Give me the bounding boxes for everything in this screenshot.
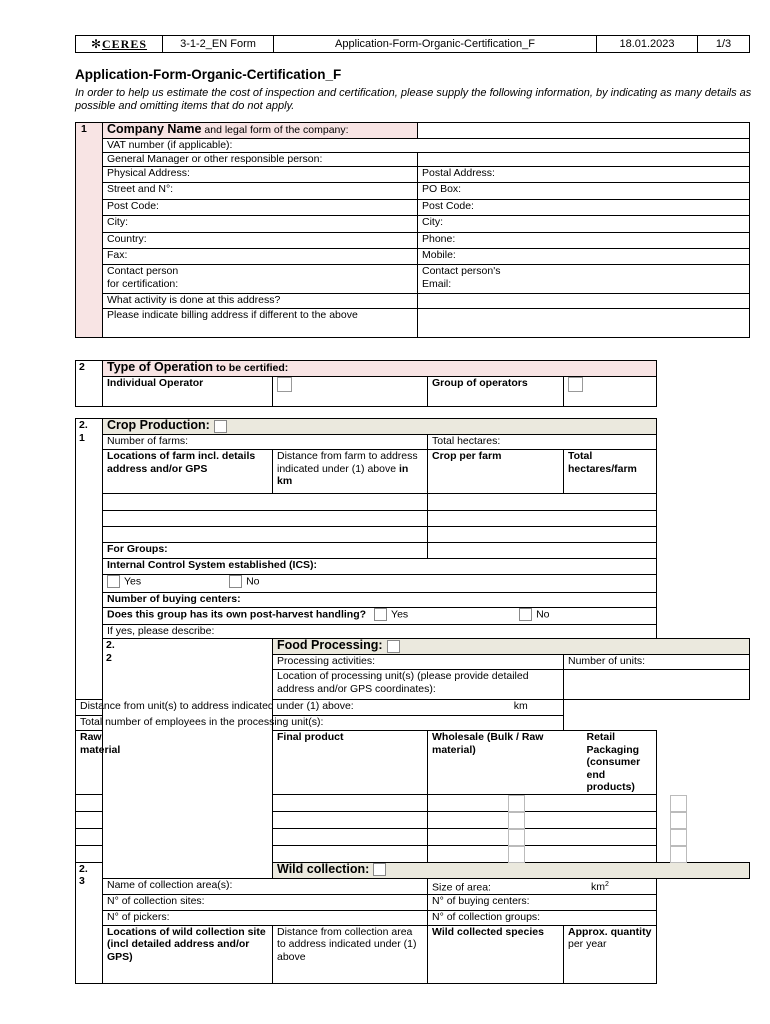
activity-field[interactable]: [418, 294, 750, 309]
wholesale-checkbox[interactable]: [508, 829, 525, 846]
form-name: Application-Form-Organic-Certification_F: [274, 36, 597, 53]
wholesale-checkbox[interactable]: [508, 795, 525, 812]
section-1-company: [75, 122, 750, 338]
country-label: Country:: [103, 233, 418, 249]
crop-production-heading: Crop Production:: [103, 419, 657, 435]
ics-no-checkbox[interactable]: [229, 575, 242, 588]
farm-locations-header: Locations of farm incl. details address and/or GPS: [103, 450, 273, 494]
farm-row[interactable]: [428, 494, 657, 511]
contact-email-label: Contact person's Email:: [418, 265, 750, 294]
individual-operator-label: Individual Operator: [103, 377, 273, 407]
raw-material-header: Raw material: [76, 731, 103, 795]
processing-location-field[interactable]: [564, 670, 750, 700]
postharvest-yes-checkbox[interactable]: [374, 608, 387, 621]
farm-distance-header: Distance from farm to address indicated under (1) above in km: [273, 450, 428, 494]
postcode-label: Post Code:: [418, 200, 750, 216]
wild-locations-header: Locations of wild collection site (incl detailed address and/or GPS): [103, 925, 273, 983]
wild-species-header: Wild collected species: [428, 925, 564, 983]
product-row-options: [428, 811, 657, 828]
section-number: 2. 3: [76, 862, 103, 983]
ceres-logo: ✻CERES: [76, 36, 163, 53]
collection-area-label: Name of collection area(s):: [103, 878, 428, 894]
page-number: 1/3: [698, 36, 750, 53]
postharvest-no-checkbox[interactable]: [519, 608, 532, 621]
for-groups-field[interactable]: [428, 543, 657, 559]
farm-row[interactable]: [103, 494, 428, 511]
physical-address-label: Physical Address:: [103, 167, 418, 183]
retail-header: Retail Packaging (consumer end products): [564, 731, 657, 795]
collection-sites-label: N° of collection sites:: [103, 894, 428, 910]
area-size-label: Size of area: $km^2$: [428, 878, 657, 894]
gm-field[interactable]: [418, 153, 750, 167]
form-date: 18.01.2023: [597, 36, 698, 53]
section-number: 2. 1: [76, 419, 103, 700]
food-processing-heading: Food Processing:: [273, 639, 750, 655]
crop-per-farm-header: Crop per farm: [428, 450, 564, 494]
processing-location-label: Location of processing unit(s) (please provide detailed address and/or GPS coordinates):: [273, 670, 564, 700]
gm-label: General Manager or other responsible person:: [103, 153, 418, 167]
wild-distance-header: Distance from collection area to address indicated under (1) above: [273, 925, 428, 983]
buying-centers-label: Number of buying centers:: [103, 593, 657, 608]
wholesale-checkbox[interactable]: [508, 846, 525, 863]
product-row[interactable]: [76, 811, 103, 828]
vat-label: VAT number (if applicable):: [103, 139, 750, 153]
product-row-options: [428, 828, 657, 845]
fax-label: Fax:: [103, 249, 418, 265]
activity-label: What activity is done at this address?: [103, 294, 418, 309]
group-operators-checkbox[interactable]: [568, 377, 583, 392]
retail-checkbox[interactable]: [670, 795, 687, 812]
product-row[interactable]: [273, 811, 428, 828]
group-operators-checkbox-cell: [564, 377, 657, 407]
company-name-field[interactable]: [418, 123, 750, 139]
wild-collection-checkbox[interactable]: [373, 863, 386, 876]
farms-label: Number of farms:: [103, 435, 428, 450]
spacer: [76, 407, 657, 419]
product-row[interactable]: [273, 794, 428, 811]
processing-activities-label: Processing activities:: [273, 655, 564, 670]
section-number: 2: [76, 361, 103, 407]
approx-quantity-header: Approx. quantity per year: [564, 925, 657, 983]
wild-buying-centers-label: N° of buying centers:: [428, 894, 657, 910]
hectares-label: Total hectares:: [428, 435, 657, 450]
document-header: [75, 35, 750, 53]
pickers-label: N° of pickers:: [103, 910, 428, 925]
crop-production-checkbox[interactable]: [214, 420, 227, 433]
contact-person-label: Contact person for certification:: [103, 265, 418, 294]
street-label: Street and N°:: [103, 183, 418, 200]
mobile-label: Mobile:: [418, 249, 750, 265]
for-groups-label: For Groups:: [103, 543, 428, 559]
section-number: 1: [76, 123, 103, 338]
farm-row[interactable]: [428, 511, 657, 527]
logo-leaf-icon: ✻: [90, 36, 103, 51]
wholesale-checkbox[interactable]: [508, 812, 525, 829]
postal-address-label: Postal Address:: [418, 167, 750, 183]
ics-options: [103, 575, 657, 593]
product-row[interactable]: [273, 845, 428, 862]
billing-field[interactable]: [418, 309, 750, 338]
farm-row[interactable]: [103, 511, 428, 527]
postharvest-row: Does this group has its own post-harvest handling? Yes No: [103, 608, 657, 625]
retail-checkbox[interactable]: [670, 812, 687, 829]
product-row[interactable]: [273, 828, 428, 845]
distance-row: Distance from unit(s) to address indicated under (1) above: km: [76, 700, 564, 716]
pobox-label: PO Box:: [418, 183, 750, 200]
product-row[interactable]: [76, 845, 103, 862]
product-row-options: [428, 794, 657, 811]
describe-label: If yes, please describe:: [103, 625, 657, 639]
product-row[interactable]: [76, 828, 103, 845]
intro-text: In order to help us estimate the cost of inspection and certification, please supply the following information, by indicating as many details as possible and omitting items that do not apply.: [75, 87, 752, 112]
page-title: Application-Form-Organic-Certification_F: [75, 67, 342, 82]
operation-type-heading: Type of Operation to be certified:: [103, 361, 657, 377]
product-row-options: [428, 845, 657, 862]
final-product-header: Final product: [273, 731, 428, 795]
farm-row[interactable]: [428, 527, 657, 543]
collection-groups-label: N° of collection groups:: [428, 910, 657, 925]
group-operators-label: Group of operators: [428, 377, 564, 407]
section-number: 2. 2: [103, 639, 273, 879]
form-code: 3-1-2_EN Form: [163, 36, 274, 53]
retail-checkbox[interactable]: [670, 846, 687, 863]
postcode-label: Post Code:: [103, 200, 418, 216]
wholesale-header: Wholesale (Bulk / Raw material): [428, 731, 564, 795]
food-processing-checkbox[interactable]: [387, 640, 400, 653]
product-row[interactable]: [76, 794, 103, 811]
phone-label: Phone:: [418, 233, 750, 249]
individual-operator-checkbox-cell: [273, 377, 428, 407]
ics-no-label: No: [246, 575, 260, 588]
ics-yes-checkbox[interactable]: [107, 575, 120, 588]
hectares-per-farm-header: Total hectares/farm: [564, 450, 657, 494]
employees-label: Total number of employees in the processing unit(s):: [76, 716, 564, 731]
company-name-label: Company Name and legal form of the company:: [103, 123, 418, 139]
number-units-label: Number of units:: [564, 655, 750, 670]
ics-label: Internal Control System established (ICS):: [103, 559, 657, 575]
farm-row[interactable]: [103, 527, 428, 543]
billing-label: Please indicate billing address if different to the above: [103, 309, 418, 338]
city-label: City:: [103, 216, 418, 233]
individual-operator-checkbox[interactable]: [277, 377, 292, 392]
city-label: City:: [418, 216, 750, 233]
section-2-operations: [75, 360, 750, 984]
wild-collection-heading: Wild collection:: [273, 862, 750, 878]
retail-checkbox[interactable]: [670, 829, 687, 846]
ics-yes-label: Yes: [124, 575, 142, 588]
